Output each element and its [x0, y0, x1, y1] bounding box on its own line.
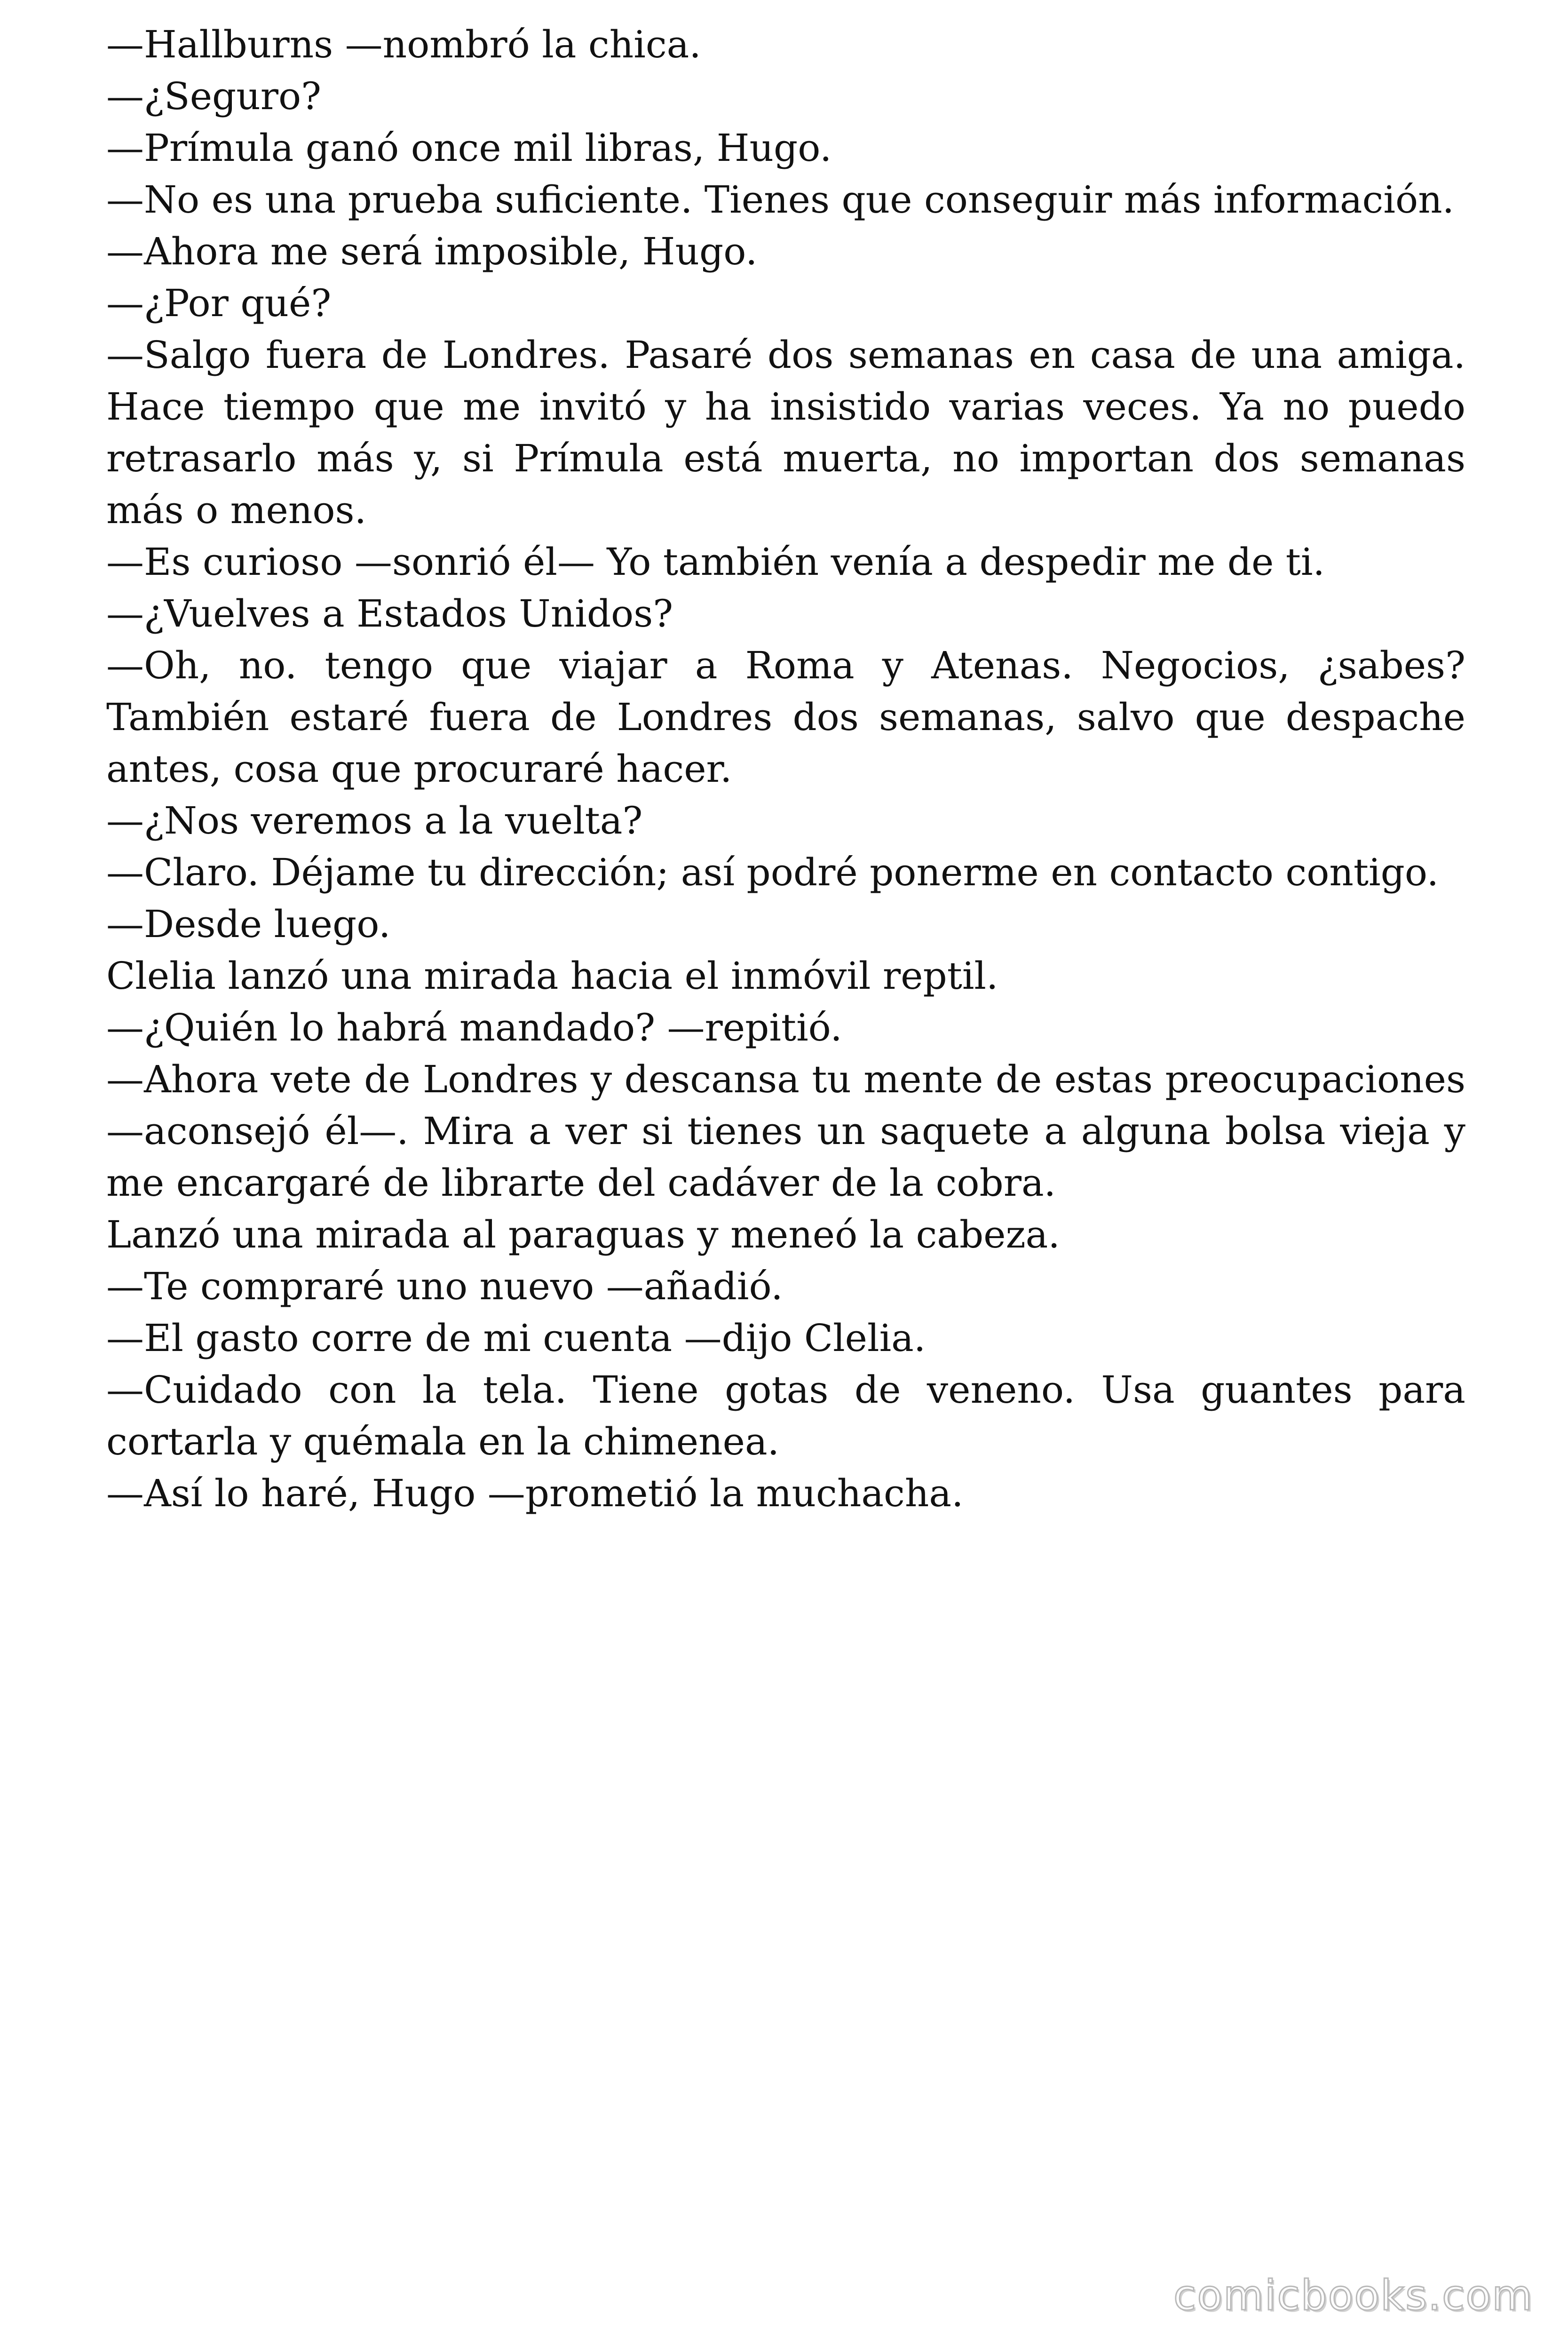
paragraph-18: —Te compraré uno nuevo —añadió.: [106, 1264, 783, 1308]
paragraph-15: —¿Quién lo habrá mandado? —repitió.: [106, 1006, 842, 1049]
paragraph-20: —Cuidado con la tela. Tiene gotas de veneno. Usa guantes para cortarla y quémala en la chimenea.: [106, 1368, 1465, 1463]
paragraph-10: —Oh, no. tengo que viajar a Roma y Atenas. Negocios, ¿sabes? También estaré fuera de Londres dos semanas, salvo que despache antes, cosa que procuraré hacer.: [106, 644, 1465, 791]
paragraph-13: —Desde luego.: [106, 902, 391, 946]
paragraph-19: —El gasto corre de mi cuenta —dijo Clelia.: [106, 1316, 926, 1360]
body-text: [106, 19, 1465, 1519]
paragraph-14: Clelia lanzó una mirada hacia el inmóvil reptil.: [106, 954, 998, 998]
paragraph-16: —Ahora vete de Londres y descansa tu mente de estas preocupaciones —aconsejó él—. Mira a ver si tienes un saquete a alguna bolsa vieja y me encargaré de librarte del cadáver de la cobra.: [106, 1057, 1465, 1205]
paragraph-8: —Es curioso —sonrió él— Yo también venía a despedir me de ti.: [106, 540, 1325, 584]
watermark: comicbooks.com: [1173, 2271, 1533, 2320]
paragraph-9: —¿Vuelves a Estados Unidos?: [106, 592, 673, 636]
paragraph-1: —Hallburns —nombró la chica.: [106, 23, 701, 66]
paragraph-5: —Ahora me será imposible, Hugo.: [106, 230, 758, 273]
paragraph-2: —¿Seguro?: [106, 74, 322, 118]
paragraph-17: Lanzó una mirada al paraguas y meneó la cabeza.: [106, 1213, 1060, 1256]
paragraph-4: —No es una prueba suficiente. Tienes que conseguir más información.: [106, 178, 1455, 222]
paragraph-21: —Así lo haré, Hugo —prometió la muchacha.: [106, 1471, 964, 1515]
paragraph-11: —¿Nos veremos a la vuelta?: [106, 799, 643, 842]
paragraph-6: —¿Por qué?: [106, 281, 332, 325]
paragraph-7: —Salgo fuera de Londres. Pasaré dos semanas en casa de una amiga. Hace tiempo que me invitó y ha insistido varias veces. Ya no puedo retrasarlo más y, si Prímula está muerta, no importan dos semanas más o menos.: [106, 333, 1465, 532]
paragraph-12: —Claro. Déjame tu dirección; así podré ponerme en contacto contigo.: [106, 850, 1439, 894]
paragraph-3: —Prímula ganó once mil libras, Hugo.: [106, 126, 832, 170]
